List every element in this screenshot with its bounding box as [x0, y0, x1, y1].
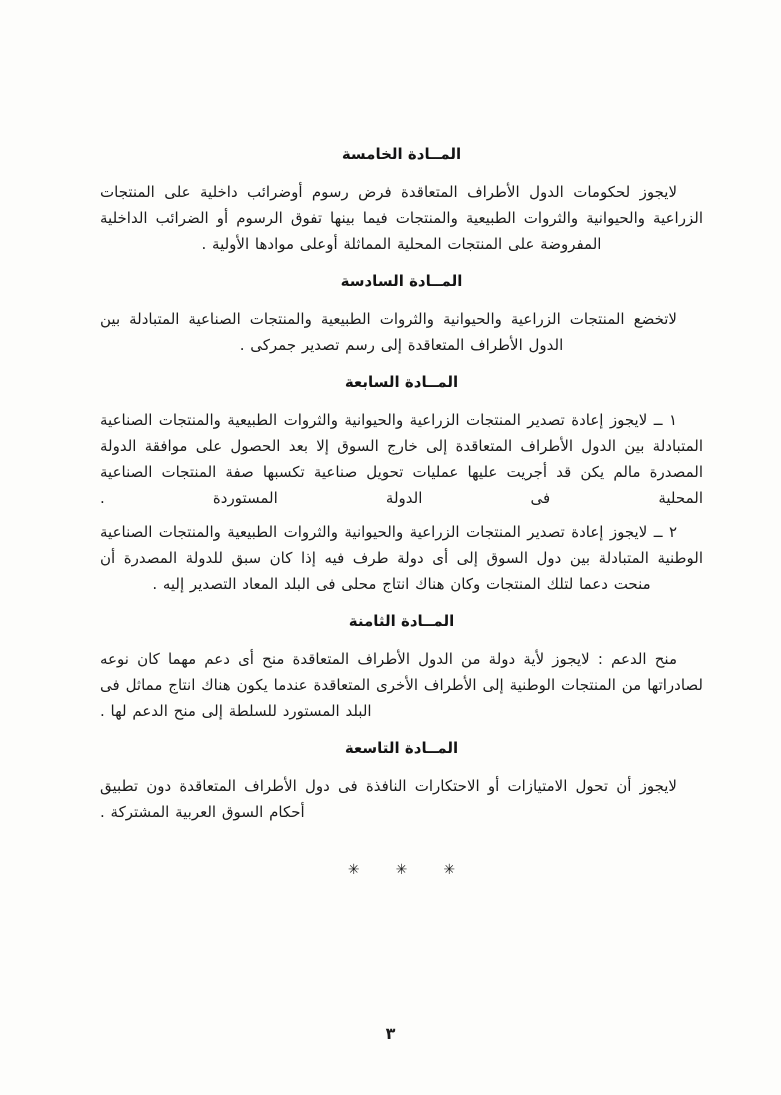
article-six	[100, 271, 703, 358]
article-five-title: المــادة الخامسة	[341, 145, 462, 163]
asterisk-icon: ✳	[395, 862, 408, 878]
article-six-paragraph: لاتخضع المنتجات الزراعية والحيوانية والثروات الطبيعية والمنتجات الصناعية المتبادلة بين الدول الأطراف المتعاقدة إلى رسم تصدير جمركى .	[100, 310, 677, 354]
article-nine	[100, 738, 703, 825]
article-seven-paragraph-1: ١ ــ لايجوز إعادة تصدير المنتجات الزراعية والحيوانية والثروات الطبيعية والمنتجات الصناعية المتبادلة بين الدول الأطراف المتعاقدة إلى خارج السوق إلا بعد الحصول على موافقة الدولة المصدرة مالم يكن قد أجريت عليها عمليات تحويل صناعية تكسبها صفة المنتجات الصناعية المحلية فى الدولة المستوردة .	[100, 411, 703, 507]
article-eight-paragraph: منح الدعم : لايجوز لأية دولة من الدول الأطراف المتعاقدة منح أى دعم مهما كان نوعه لصادراتها من المنتجات الوطنية إلى الأطراف الأخرى المتعاقدة عندما يكون هناك انتاج مماثل فى البلد المستورد للسلطة إلى منح الدعم لها .	[100, 650, 703, 720]
article-five-paragraph: لايجوز لحكومات الدول الأطراف المتعاقدة فرض رسوم أوضرائب داخلية على المنتجات الزراعية والحيوانية والثروات الطبيعية والمنتجات فيما بينها تفوق الرسوم أو الضرائب الداخلية المفروضة على المنتجات المحلية المماثلة أوعلى موادها الأولية .	[100, 183, 703, 253]
asterisk-icon: ✳	[443, 862, 456, 878]
article-nine-title: المــادة التاسعة	[344, 739, 459, 757]
article-eight	[100, 611, 703, 724]
page-number: ٣	[385, 1024, 396, 1043]
article-seven-paragraph-2: ٢ ــ لايجوز إعادة تصدير المنتجات الزراعية والحيوانية والثروات الطبيعية والمنتجات الصناعية الوطنية المتبادلة بين دول السوق إلى أى دولة طرف فيه إذا كان سبق للدولة المصدرة أن منحت دعما لتلك المنتجات وكان هناك انتاج محلى فى البلد المعاد التصدير إليه .	[100, 523, 703, 593]
article-six-title: المــادة السادسة	[340, 272, 463, 290]
article-seven-title: المــادة السابعة	[344, 373, 459, 391]
end-of-text-separator	[100, 863, 703, 877]
article-nine-paragraph: لايجوز أن تحول الامتيازات أو الاحتكارات النافذة فى دول الأطراف المتعاقدة دون تطبيق أحكام السوق العربية المشتركة .	[100, 777, 677, 821]
article-five	[100, 144, 703, 257]
article-seven	[100, 372, 703, 597]
article-eight-title: المــادة الثامنة	[348, 612, 455, 630]
document-content	[100, 144, 703, 877]
asterisk-icon: ✳	[347, 862, 360, 878]
